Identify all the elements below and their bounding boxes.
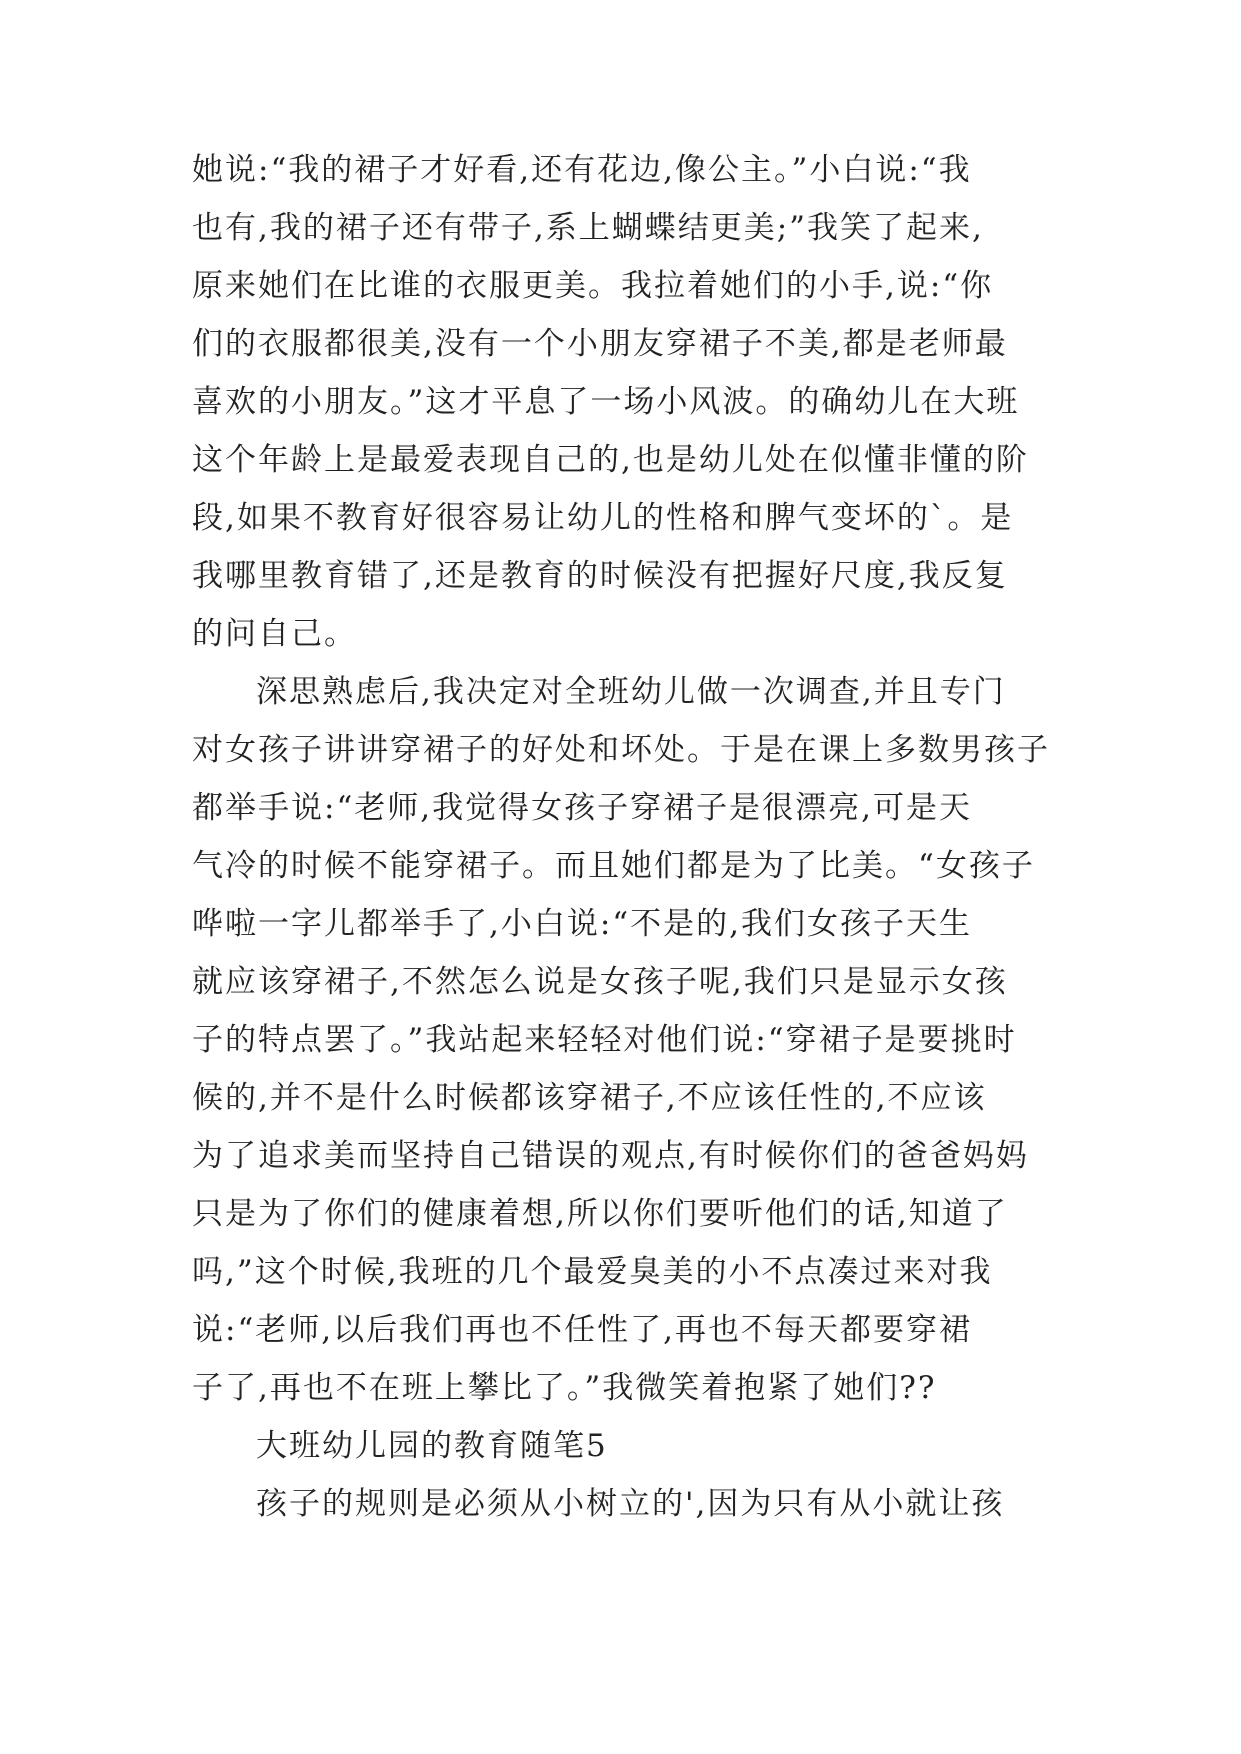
text-line: 就应该穿裙子,不然怎么说是女孩子呢,我们只是显示女孩 <box>192 964 1008 1000</box>
text-line: 只是为了你们的健康着想,所以你们要听他们的话,知道了 <box>192 1196 1008 1232</box>
text-line: 说:“老师,以后我们再也不任性了,再也不每天都要穿裙 <box>192 1312 972 1348</box>
paragraph-first-line: 孩子的规则是必须从小树立的',因为只有从小就让孩 <box>256 1486 1005 1522</box>
section-heading: 大班幼儿园的教育随笔5 <box>256 1428 608 1464</box>
text-line: 吗,”这个时候,我班的几个最爱臭美的小不点凑过来对我 <box>192 1254 993 1290</box>
text-line: 哗啦一字儿都举手了,小白说:“不是的,我们女孩子天生 <box>192 906 972 942</box>
text-line: 我哪里教育错了,还是教育的时候没有把握好尺度,我反复 <box>192 558 1008 594</box>
text-line: 喜欢的小朋友。”这才平息了一场小风波。的确幼儿在大班 <box>192 384 1020 420</box>
text-line: 都举手说:“老师,我觉得女孩子穿裙子是很漂亮,可是天 <box>192 790 972 826</box>
text-line: 的问自己。 <box>192 616 357 652</box>
text-line: 也有,我的裙子还有带子,系上蝴蝶结更美;”我笑了起来, <box>192 210 984 246</box>
text-line: 候的,并不是什么时候都该穿裙子,不应该任性的,不应该 <box>192 1080 987 1116</box>
text-line: 们的衣服都很美,没有一个小朋友穿裙子不美,都是老师最 <box>192 326 1008 362</box>
text-line: 她说:“我的裙子才好看,还有花边,像公主。”小白说:“我 <box>192 152 972 188</box>
paragraph-first-line: 深思熟虑后,我决定对全班幼儿做一次调查,并且专门 <box>256 674 1006 710</box>
text-line: 段,如果不教育好很容易让幼儿的性格和脾气变坏的`。是 <box>192 500 1014 536</box>
text-line: 对女孩子讲讲穿裙子的好处和坏处。于是在课上多数男孩子 <box>192 732 1050 768</box>
text-line: 这个年龄上是最爱表现自己的,也是幼儿处在似懂非懂的阶 <box>192 442 1029 478</box>
text-line: 子的特点罢了。”我站起来轻轻对他们说:“穿裙子是要挑时 <box>192 1022 1017 1058</box>
text-line: 气冷的时候不能穿裙子。而且她们都是为了比美。“女孩子 <box>192 848 1035 884</box>
text-line: 原来她们在比谁的衣服更美。我拉着她们的小手,说:“你 <box>192 268 994 304</box>
text-line: 为了追求美而坚持自己错误的观点,有时候你们的爸爸妈妈 <box>192 1138 1029 1174</box>
text-line: 子了,再也不在班上攀比了。”我微笑着抱紧了她们?? <box>192 1370 937 1406</box>
